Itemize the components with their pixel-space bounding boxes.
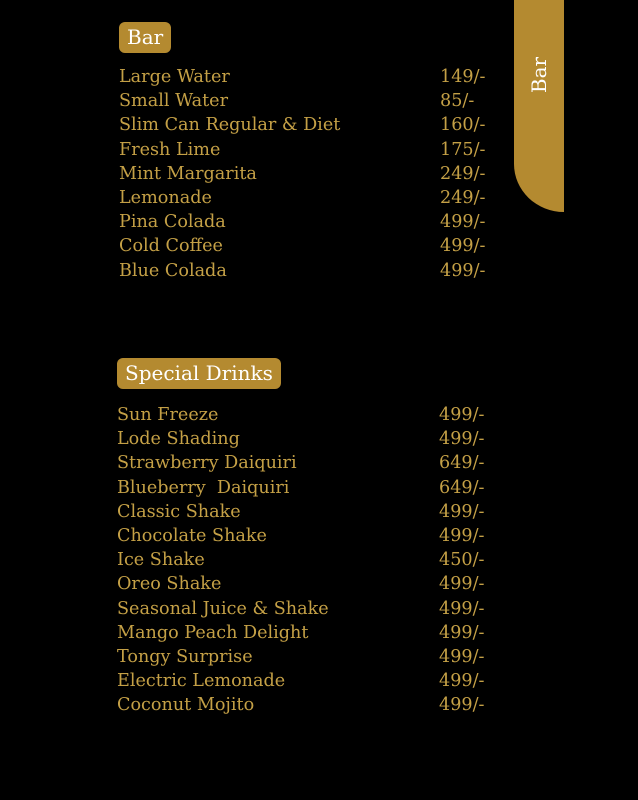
item-name: Tongy Surprise xyxy=(117,646,253,667)
menu-item xyxy=(119,89,499,113)
side-tab-label: Bar xyxy=(527,56,551,94)
item-price: 499/- xyxy=(439,405,485,425)
menu-item xyxy=(117,403,497,427)
item-price: 649/- xyxy=(439,477,485,498)
menu-item xyxy=(117,548,497,572)
menu-item xyxy=(117,693,497,717)
item-price: 499/- xyxy=(440,260,486,281)
item-price: 450/- xyxy=(439,550,485,571)
menu-item xyxy=(119,186,499,210)
item-name: Ice Shake xyxy=(117,550,205,571)
menu-item xyxy=(117,524,497,548)
item-price: 85/- xyxy=(440,91,475,112)
item-price: 175/- xyxy=(440,139,486,160)
item-name: Slim Can Regular & Diet xyxy=(119,115,341,136)
menu-item xyxy=(119,259,499,283)
item-name: Oreo Shake xyxy=(117,574,222,595)
item-price: 149/- xyxy=(440,67,486,87)
item-price: 499/- xyxy=(439,671,485,692)
item-price: 249/- xyxy=(440,163,486,184)
menu-item xyxy=(119,65,499,89)
item-name: Seasonal Juice & Shake xyxy=(117,598,329,619)
menu-item xyxy=(119,138,499,162)
item-name: Mint Margarita xyxy=(119,163,257,184)
menu-item xyxy=(117,669,497,693)
menu-item xyxy=(117,645,497,669)
menu-item xyxy=(117,597,497,621)
menu-item xyxy=(119,234,499,258)
item-price: 499/- xyxy=(439,429,485,450)
menu-item xyxy=(117,476,497,500)
item-name: Mango Peach Delight xyxy=(117,622,309,643)
item-name: Small Water xyxy=(119,91,229,112)
item-name: Chocolate Shake xyxy=(117,525,267,546)
section-bar xyxy=(119,22,499,283)
item-name: Strawberry Daiquiri xyxy=(117,453,297,474)
section-special-drinks xyxy=(117,358,497,717)
item-price: 499/- xyxy=(439,598,485,619)
item-name: Large Water xyxy=(119,67,230,87)
item-price: 499/- xyxy=(439,574,485,595)
item-name: Blueberry Daiquiri xyxy=(117,477,290,498)
section-title-special-drinks: Special Drinks xyxy=(117,358,281,389)
menu-item xyxy=(117,451,497,475)
item-price: 249/- xyxy=(440,187,486,208)
item-name: Cold Coffee xyxy=(119,236,223,257)
menu-item xyxy=(119,210,499,234)
item-name: Blue Colada xyxy=(119,260,227,281)
menu-item xyxy=(119,162,499,186)
menu-item xyxy=(119,113,499,137)
menu-item xyxy=(117,427,497,451)
menu-item xyxy=(117,621,497,645)
item-price: 649/- xyxy=(439,453,485,474)
item-price: 499/- xyxy=(439,695,485,716)
item-price: 499/- xyxy=(439,525,485,546)
item-price: 499/- xyxy=(440,236,486,257)
item-price: 499/- xyxy=(440,212,486,233)
item-name: Coconut Mojito xyxy=(117,695,255,716)
item-name: Lode Shading xyxy=(117,429,240,450)
menu-item xyxy=(117,500,497,524)
menu-list-bar xyxy=(119,65,499,283)
section-title-bar: Bar xyxy=(119,22,171,53)
menu-list-special-drinks xyxy=(117,403,497,717)
side-tab-bar xyxy=(514,0,564,212)
item-name: Lemonade xyxy=(119,187,212,208)
item-name: Sun Freeze xyxy=(117,405,219,425)
item-name: Pina Colada xyxy=(119,212,226,233)
item-name: Electric Lemonade xyxy=(117,671,286,692)
menu-item xyxy=(117,572,497,596)
item-name: Fresh Lime xyxy=(119,139,221,160)
item-price: 160/- xyxy=(440,115,486,136)
item-name: Classic Shake xyxy=(117,501,241,522)
item-price: 499/- xyxy=(439,646,485,667)
item-price: 499/- xyxy=(439,501,485,522)
item-price: 499/- xyxy=(439,622,485,643)
